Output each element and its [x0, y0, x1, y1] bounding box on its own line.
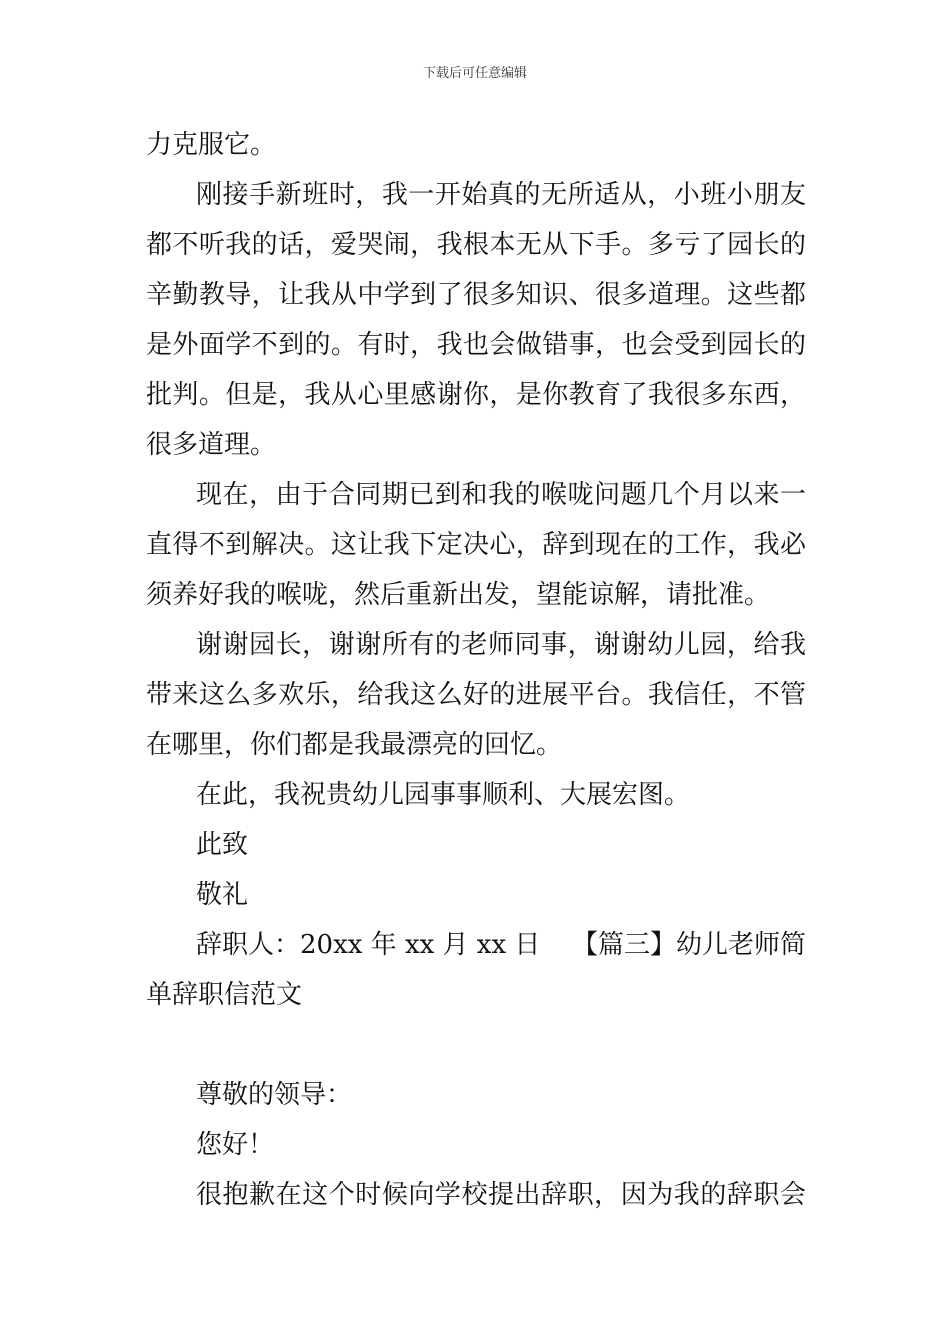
paragraph-line: 是外面学不到的。有时，我也会做错事，也会受到园长的 [146, 330, 806, 360]
paragraph-line: 都不听我的话，爱哭闹，我根本无从下手。多亏了园长的 [146, 230, 806, 260]
signature-row [146, 920, 806, 970]
text-line: 力克服它。 [146, 130, 277, 160]
blank-line [146, 1020, 806, 1070]
document-body [146, 120, 806, 1220]
signature-date: 辞职人：20xx 年 xx 月 xx 日 [196, 930, 541, 960]
paragraph-line: 现在，由于合同期已到和我的喉咙问题几个月以来一 [196, 480, 806, 510]
closing-phrase: 此致 [196, 830, 249, 860]
paragraph-line: 谢谢园长，谢谢所有的老师同事，谢谢幼儿园，给我 [196, 630, 806, 660]
closing-wish: 在此，我祝贵幼儿园事事顺利、大展宏图。 [196, 780, 691, 810]
paragraph-line: 直得不到解决。这让我下定决心，辞到现在的工作，我必 [146, 530, 806, 560]
page-header: 下载后可任意编辑 [422, 66, 527, 81]
paragraph-line: 很多道理。 [146, 430, 277, 460]
section-heading-continued: 单辞职信范文 [146, 980, 303, 1010]
paragraph-line: 带来这么多欢乐，给我这么好的进展平台。我信任，不管 [146, 680, 806, 710]
section-heading: 【篇三】幼儿老师简 [571, 930, 806, 960]
paragraph-line: 批判。但是，我从心里感谢你，是你教育了我很多东西， [146, 380, 806, 410]
closing-salute: 敬礼 [196, 880, 249, 910]
letter-salutation: 尊敬的领导： [196, 1080, 353, 1110]
paragraph-line: 辛勤教导，让我从中学到了很多知识、很多道理。这些都 [146, 280, 806, 310]
paragraph-line: 须养好我的喉咙，然后重新出发，望能谅解，请批准。 [146, 580, 771, 610]
paragraph-line: 很抱歉在这个时候向学校提出辞职，因为我的辞职会 [196, 1180, 806, 1210]
letter-greeting: 您好！ [196, 1130, 275, 1160]
paragraph-line: 在哪里，你们都是我最漂亮的回忆。 [146, 730, 563, 760]
paragraph-line: 刚接手新班时，我一开始真的无所适从，小班小朋友 [196, 180, 806, 210]
